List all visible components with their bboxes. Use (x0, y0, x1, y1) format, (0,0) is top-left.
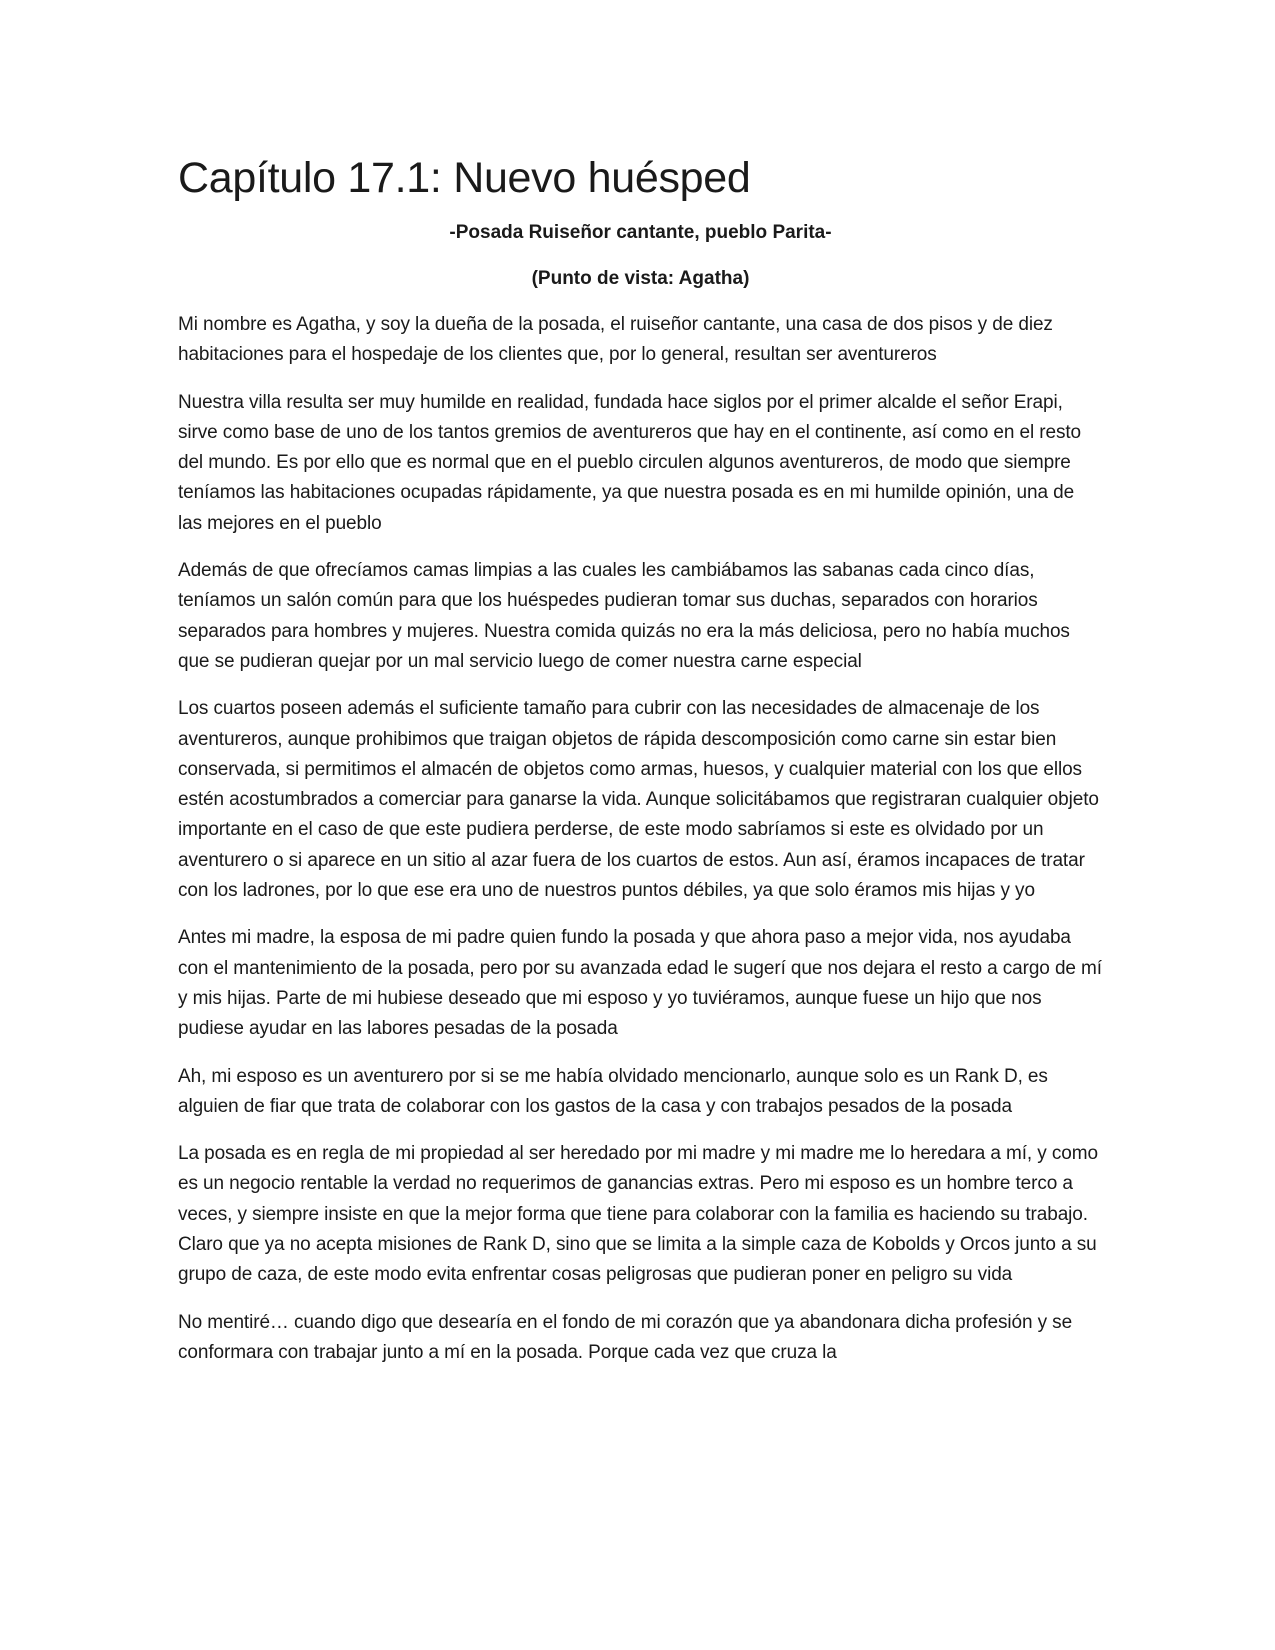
paragraph: Ah, mi esposo es un aventurero por si se me había olvidado mencionarlo, aunque solo es un Rank D, es alguien de fiar que trata de colaborar con los gastos de la casa y con trabajos pesados de la posada (178, 1065, 1048, 1117)
document-page (178, 150, 1103, 1385)
chapter-title: Capítulo 17.1: Nuevo huésped (178, 154, 751, 202)
point-of-view-heading: (Punto de vista: Agatha) (531, 268, 750, 289)
paragraph: Antes mi madre, la esposa de mi padre quien fundo la posada y que ahora paso a mejor vida, nos ayudaba con el mantenimiento de la posada, pero por su avanzada edad le sugerí que nos dejara el resto a cargo de mí y mis hijas. Parte de mi hubiese deseado que mi esposo y yo tuviéramos, aunque fuese un hijo que nos pudiese ayudar en las labores pesadas de la posada (178, 927, 1102, 1040)
paragraph: Nuestra villa resulta ser muy humilde en realidad, fundada hace siglos por el primer alcalde el señor Erapi, sirve como base de uno de los tantos gremios de aventureros que hay en el continente, así como en el resto del mundo. Es por ello que es normal que en el pueblo circulen algunos aventureros, de modo que siempre teníamos las habitaciones ocupadas rápidamente, ya que nuestra posada es en mi humilde opinión, una de las mejores en el pueblo (178, 391, 1081, 534)
location-heading: -Posada Ruiseñor cantante, pueblo Parita- (449, 222, 832, 243)
paragraph: No mentiré… cuando digo que desearía en el fondo de mi corazón que ya abandonara dicha profesión y se conformara con trabajar junto a mí en la posada. Porque cada vez que cruza la (178, 1311, 1073, 1363)
paragraph: Los cuartos poseen además el suficiente tamaño para cubrir con las necesidades de almacenaje de los aventureros, aunque prohibimos que traigan objetos de rápida descomposición como carne sin estar bien conservada, si permitimos el almacén de objetos como armas, huesos, y cualquier material con los que ellos estén acostumbrados a comerciar para ganarse la vida. Aunque solicitábamos que registraran cualquier objeto importante en el caso de que este pudiera perderse, de este modo sabríamos si este es olvidado por un aventurero o si aparece en un sitio al azar fuera de los cuartos de estos. Aun así, éramos incapaces de tratar con los ladrones, por lo que ese era uno de nuestros puntos débiles, ya que solo éramos mis hijas y yo (178, 698, 1099, 902)
paragraph: La posada es en regla de mi propiedad al ser heredado por mi madre y mi madre me lo heredara a mí, y como es un negocio rentable la verdad no requerimos de ganancias extras. Pero mi esposo es un hombre terco a veces, y siempre insiste en que la mejor forma que tiene para colaborar con la familia es haciendo su trabajo. Claro que ya no acepta misiones de Rank D, sino que se limita a la simple caza de Kobolds y Orcos junto a su grupo de caza, de este modo evita enfrentar cosas peligrosas que pudieran poner en peligro su vida (178, 1143, 1098, 1286)
paragraph: Además de que ofrecíamos camas limpias a las cuales les cambiábamos las sabanas cada cinco días, teníamos un salón común para que los huéspedes pudieran tomar sus duchas, separados con horarios separados para hombres y mujeres. Nuestra comida quizás no era la más deliciosa, pero no había muchos que se pudieran quejar por un mal servicio luego de comer nuestra carne especial (178, 560, 1070, 672)
paragraph: Mi nombre es Agatha, y soy la dueña de la posada, el ruiseñor cantante, una casa de dos pisos y de diez habitaciones para el hospedaje de los clientes que, por lo general, resultan ser aventureros (178, 314, 1053, 366)
body-text (178, 310, 1103, 1368)
